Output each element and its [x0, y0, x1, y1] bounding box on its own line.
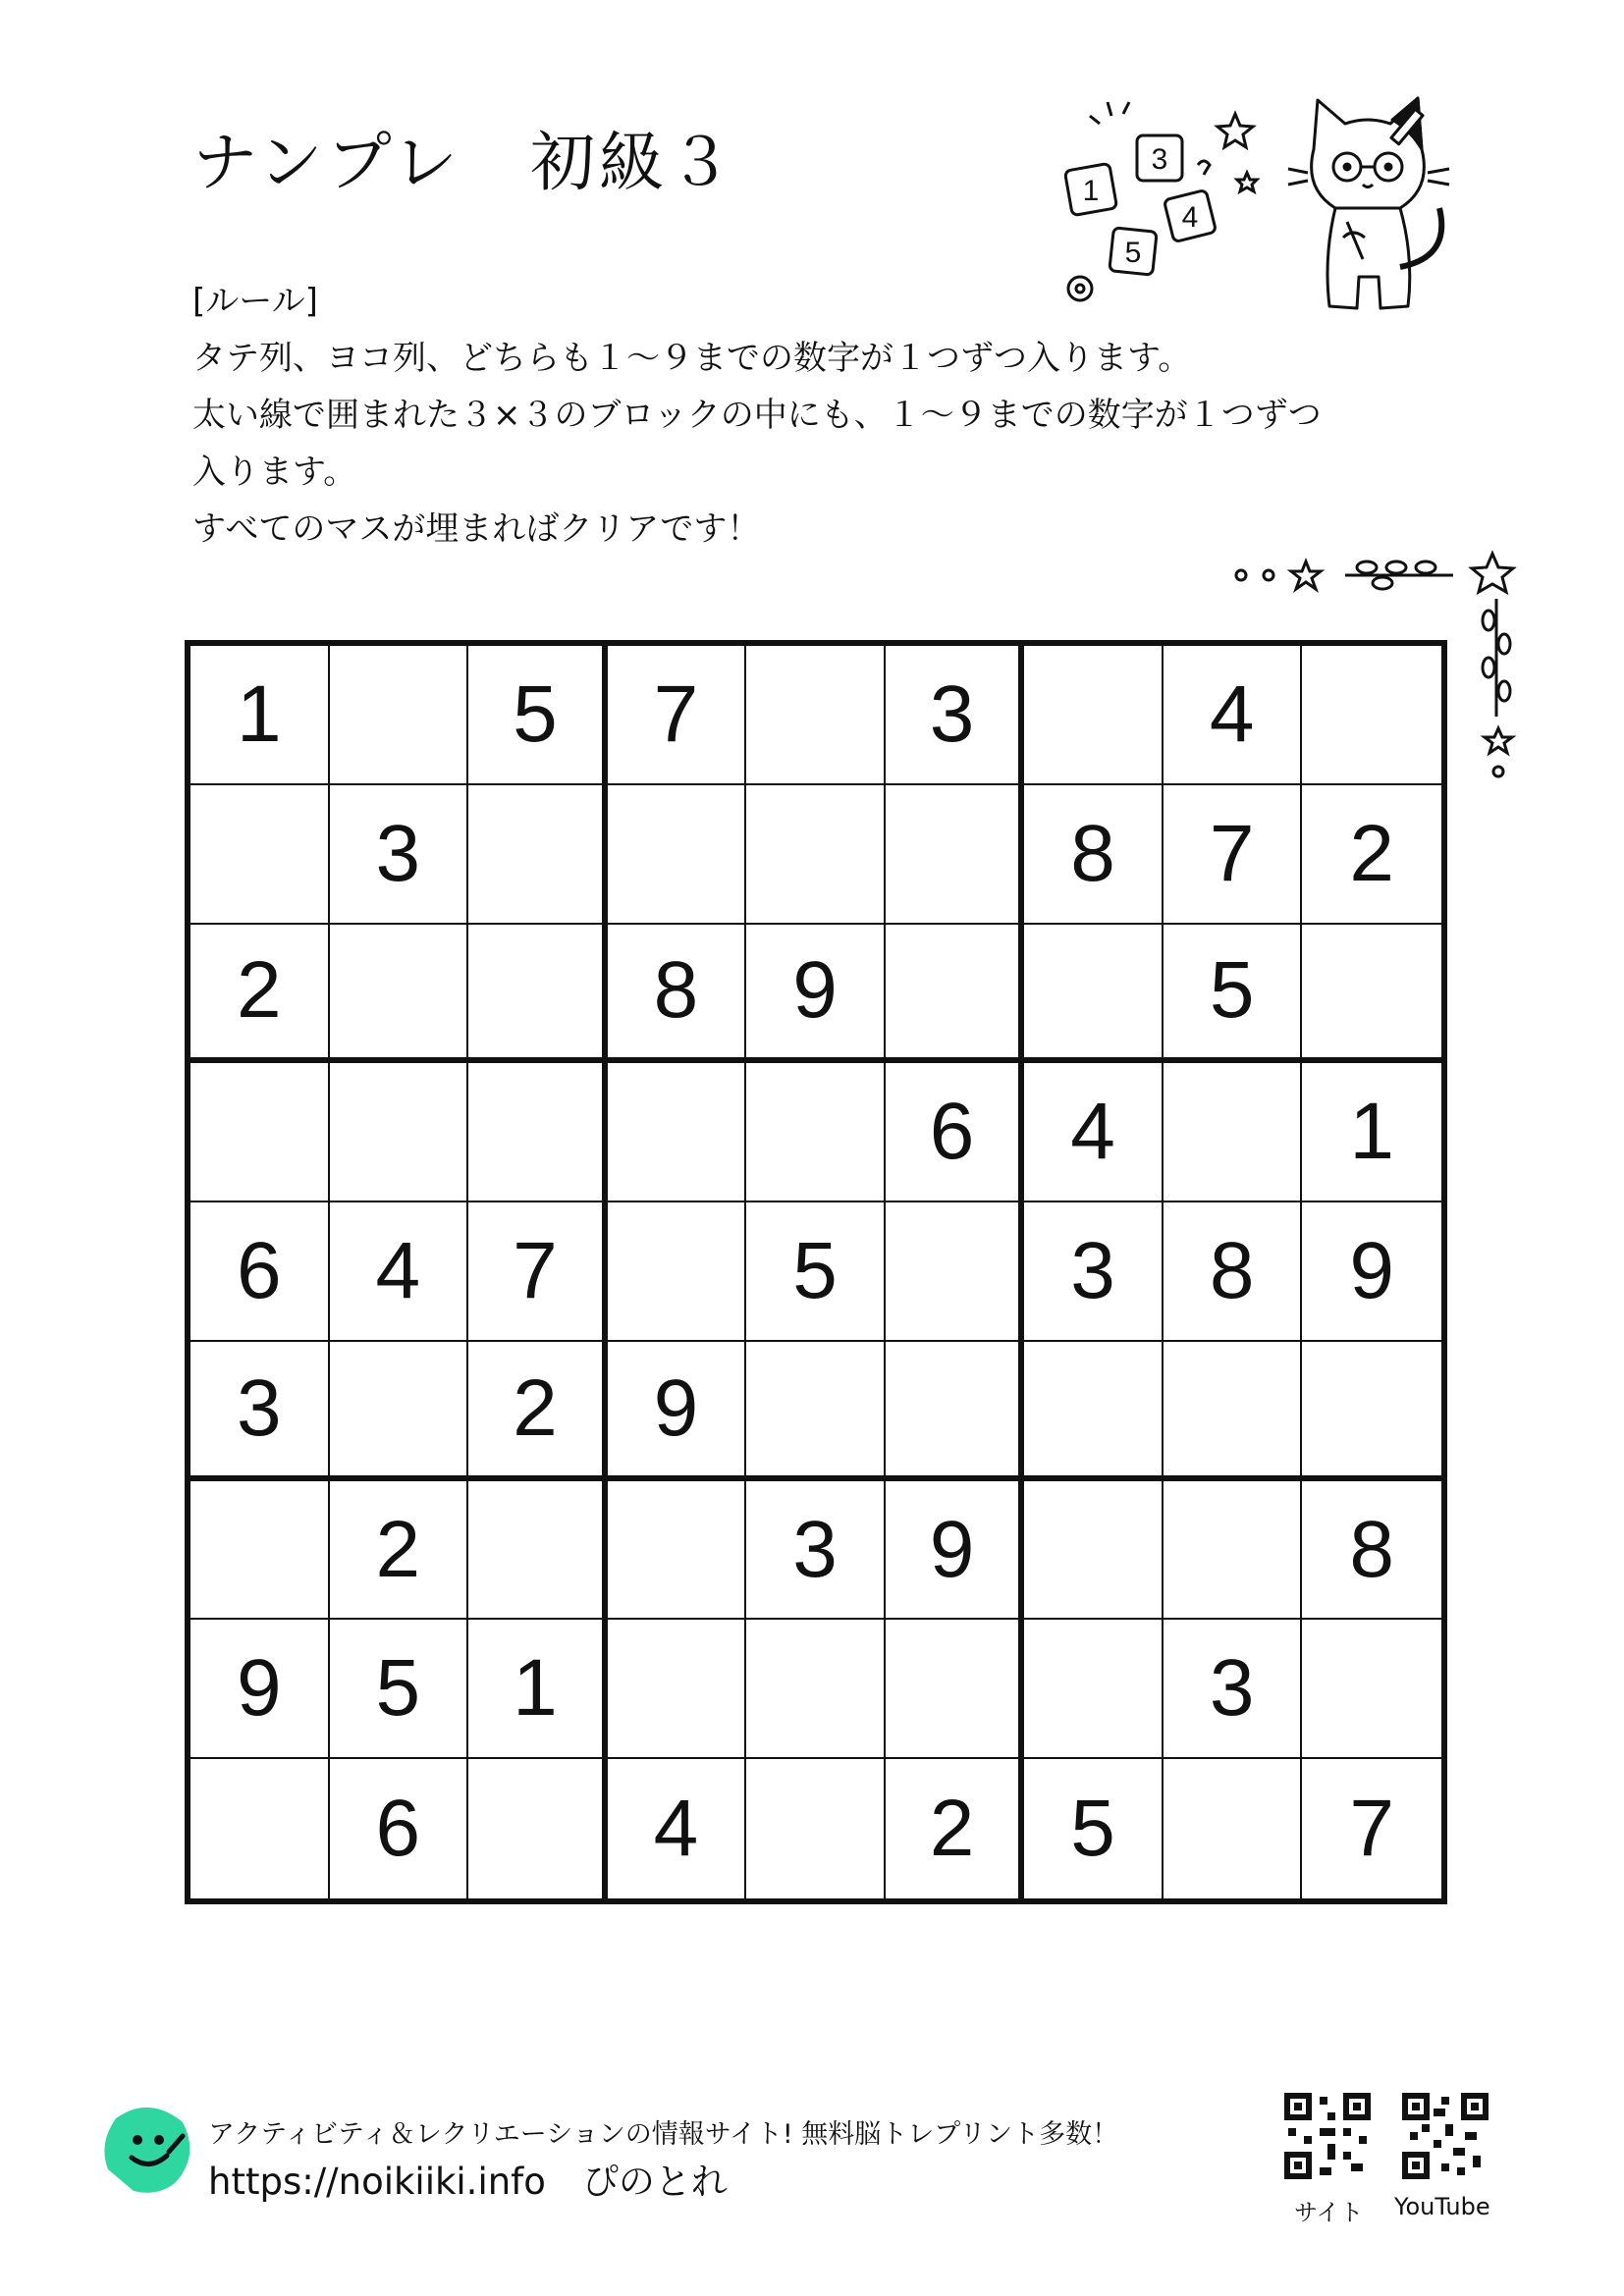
sudoku-cell[interactable]: [468, 1063, 608, 1202]
rules-line: 入ります。: [192, 453, 357, 492]
sudoku-cell[interactable]: [746, 1063, 886, 1202]
sudoku-cell[interactable]: [330, 1342, 469, 1481]
sudoku-cell[interactable]: 5: [1164, 925, 1303, 1064]
qr-youtube-label: YouTube: [1394, 2193, 1490, 2220]
qr-site-label: サイト: [1294, 2199, 1364, 2226]
sudoku-cell[interactable]: [1302, 1342, 1441, 1481]
sudoku-cell[interactable]: [1302, 1620, 1441, 1759]
sudoku-cell[interactable]: 2: [330, 1481, 469, 1621]
rules-heading: [ルール]: [192, 282, 318, 321]
sudoku-cell[interactable]: [1302, 925, 1441, 1064]
footer-site-link[interactable]: https://noikiiki.info ぴのとれ: [208, 2161, 728, 2203]
sudoku-cell[interactable]: 8: [608, 925, 747, 1064]
cube-digit: 1: [1082, 175, 1100, 207]
sudoku-cell[interactable]: 9: [608, 1342, 747, 1481]
sudoku-cell[interactable]: [1024, 1481, 1164, 1621]
sudoku-cell[interactable]: [190, 1481, 330, 1621]
sudoku-cell[interactable]: 4: [1164, 646, 1303, 785]
sudoku-cell[interactable]: [468, 1481, 608, 1621]
sudoku-cell[interactable]: 3: [190, 1342, 330, 1481]
sudoku-cell[interactable]: [746, 1620, 886, 1759]
sudoku-cell[interactable]: [1024, 1342, 1164, 1481]
sudoku-cell[interactable]: 7: [468, 1202, 608, 1342]
sudoku-cell[interactable]: 3: [1024, 1202, 1164, 1342]
sudoku-cell[interactable]: [886, 785, 1025, 925]
sudoku-cell[interactable]: 2: [886, 1759, 1025, 1898]
sudoku-cell[interactable]: 3: [1164, 1620, 1303, 1759]
rules-section: [192, 273, 1508, 558]
sudoku-cell[interactable]: [1164, 1759, 1303, 1898]
sudoku-cell[interactable]: [1024, 646, 1164, 785]
page-title: ナンプレ 初級３: [192, 125, 737, 200]
sudoku-cell[interactable]: 9: [1302, 1202, 1441, 1342]
sudoku-cell[interactable]: [886, 1202, 1025, 1342]
sudoku-cell[interactable]: 8: [1024, 785, 1164, 925]
sudoku-cell[interactable]: [330, 646, 469, 785]
sudoku-cell[interactable]: 8: [1302, 1481, 1441, 1621]
sudoku-cell[interactable]: 4: [330, 1202, 469, 1342]
sudoku-cell[interactable]: 9: [190, 1620, 330, 1759]
sudoku-cell[interactable]: 6: [190, 1202, 330, 1342]
qr-code-youtube-icon[interactable]: [1398, 2089, 1492, 2183]
sudoku-cell[interactable]: [468, 925, 608, 1064]
cube-digit: 3: [1151, 143, 1168, 176]
sudoku-cell[interactable]: [190, 1063, 330, 1202]
cube-digit: 5: [1124, 237, 1142, 269]
sudoku-cell[interactable]: 5: [330, 1620, 469, 1759]
sudoku-cell[interactable]: 6: [886, 1063, 1025, 1202]
sudoku-cell[interactable]: [608, 1620, 747, 1759]
sudoku-cell[interactable]: 1: [190, 646, 330, 785]
sudoku-cell[interactable]: [608, 1202, 747, 1342]
sudoku-cell[interactable]: 8: [1164, 1202, 1303, 1342]
sudoku-cell[interactable]: [1024, 925, 1164, 1064]
sudoku-cell[interactable]: [1302, 646, 1441, 785]
sudoku-cell[interactable]: 3: [886, 646, 1025, 785]
sudoku-cell[interactable]: [886, 1620, 1025, 1759]
sudoku-cell[interactable]: 5: [468, 646, 608, 785]
sudoku-cell[interactable]: [608, 1481, 747, 1621]
sudoku-cell[interactable]: 6: [330, 1759, 469, 1898]
sudoku-cell[interactable]: [190, 785, 330, 925]
pinotore-logo: [98, 2101, 200, 2203]
sudoku-cell[interactable]: 7: [1349, 1784, 1395, 1874]
sudoku-cell[interactable]: [608, 1063, 747, 1202]
qr-code-site-icon[interactable]: [1280, 2089, 1375, 2183]
sudoku-cell[interactable]: 4: [608, 1759, 747, 1898]
sudoku-cell[interactable]: 1: [468, 1620, 608, 1759]
rules-line: タテ列、ヨコ列、どちらも１～９までの数字が１つずつ入ります。: [192, 339, 1192, 378]
sudoku-cell[interactable]: [190, 1759, 330, 1898]
footer-tagline: アクティビティ＆レクリエーションの情報サイト! 無料脳トレプリント多数！: [208, 2119, 1119, 2150]
sudoku-grid[interactable]: [185, 640, 1447, 1904]
rules-line: 太い線で囲まれた３×３のブロックの中にも、１～９までの数字が１つずつ: [192, 396, 1322, 435]
sudoku-cell[interactable]: [746, 1342, 886, 1481]
sudoku-cell[interactable]: 7: [1164, 785, 1303, 925]
sudoku-cell[interactable]: 4: [1024, 1063, 1164, 1202]
sudoku-cell[interactable]: [608, 785, 747, 925]
sudoku-cell[interactable]: 2: [468, 1342, 608, 1481]
sudoku-cell[interactable]: [1164, 1063, 1303, 1202]
rules-line: すべてのマスが埋まればクリアです！: [192, 509, 761, 549]
sudoku-cell[interactable]: 9: [886, 1481, 1025, 1621]
sudoku-cell[interactable]: 9: [746, 925, 886, 1064]
sudoku-cell[interactable]: [1164, 1342, 1303, 1481]
sudoku-cell[interactable]: [1024, 1620, 1164, 1759]
sudoku-cell[interactable]: 3: [746, 1481, 886, 1621]
cube-digit: 4: [1181, 201, 1199, 234]
sudoku-cell[interactable]: [468, 1759, 608, 1898]
sudoku-cell[interactable]: [468, 785, 608, 925]
sudoku-cell[interactable]: [330, 1063, 469, 1202]
sudoku-cell[interactable]: [330, 925, 469, 1064]
sudoku-cell[interactable]: 2: [1302, 785, 1441, 925]
sudoku-cell[interactable]: [746, 785, 886, 925]
sudoku-cell[interactable]: [746, 646, 886, 785]
sudoku-cell[interactable]: 2: [190, 925, 330, 1064]
sudoku-cell[interactable]: [746, 1759, 886, 1898]
sudoku-cell[interactable]: [886, 925, 1025, 1064]
sudoku-cell[interactable]: 5: [746, 1202, 886, 1342]
sudoku-cell[interactable]: [886, 1342, 1025, 1481]
sudoku-cell[interactable]: 7: [608, 646, 747, 785]
sudoku-cell[interactable]: 5: [1024, 1759, 1164, 1898]
sudoku-cell[interactable]: 1: [1302, 1063, 1441, 1202]
sudoku-cell[interactable]: 3: [330, 785, 469, 925]
sudoku-cell[interactable]: [1164, 1481, 1303, 1621]
